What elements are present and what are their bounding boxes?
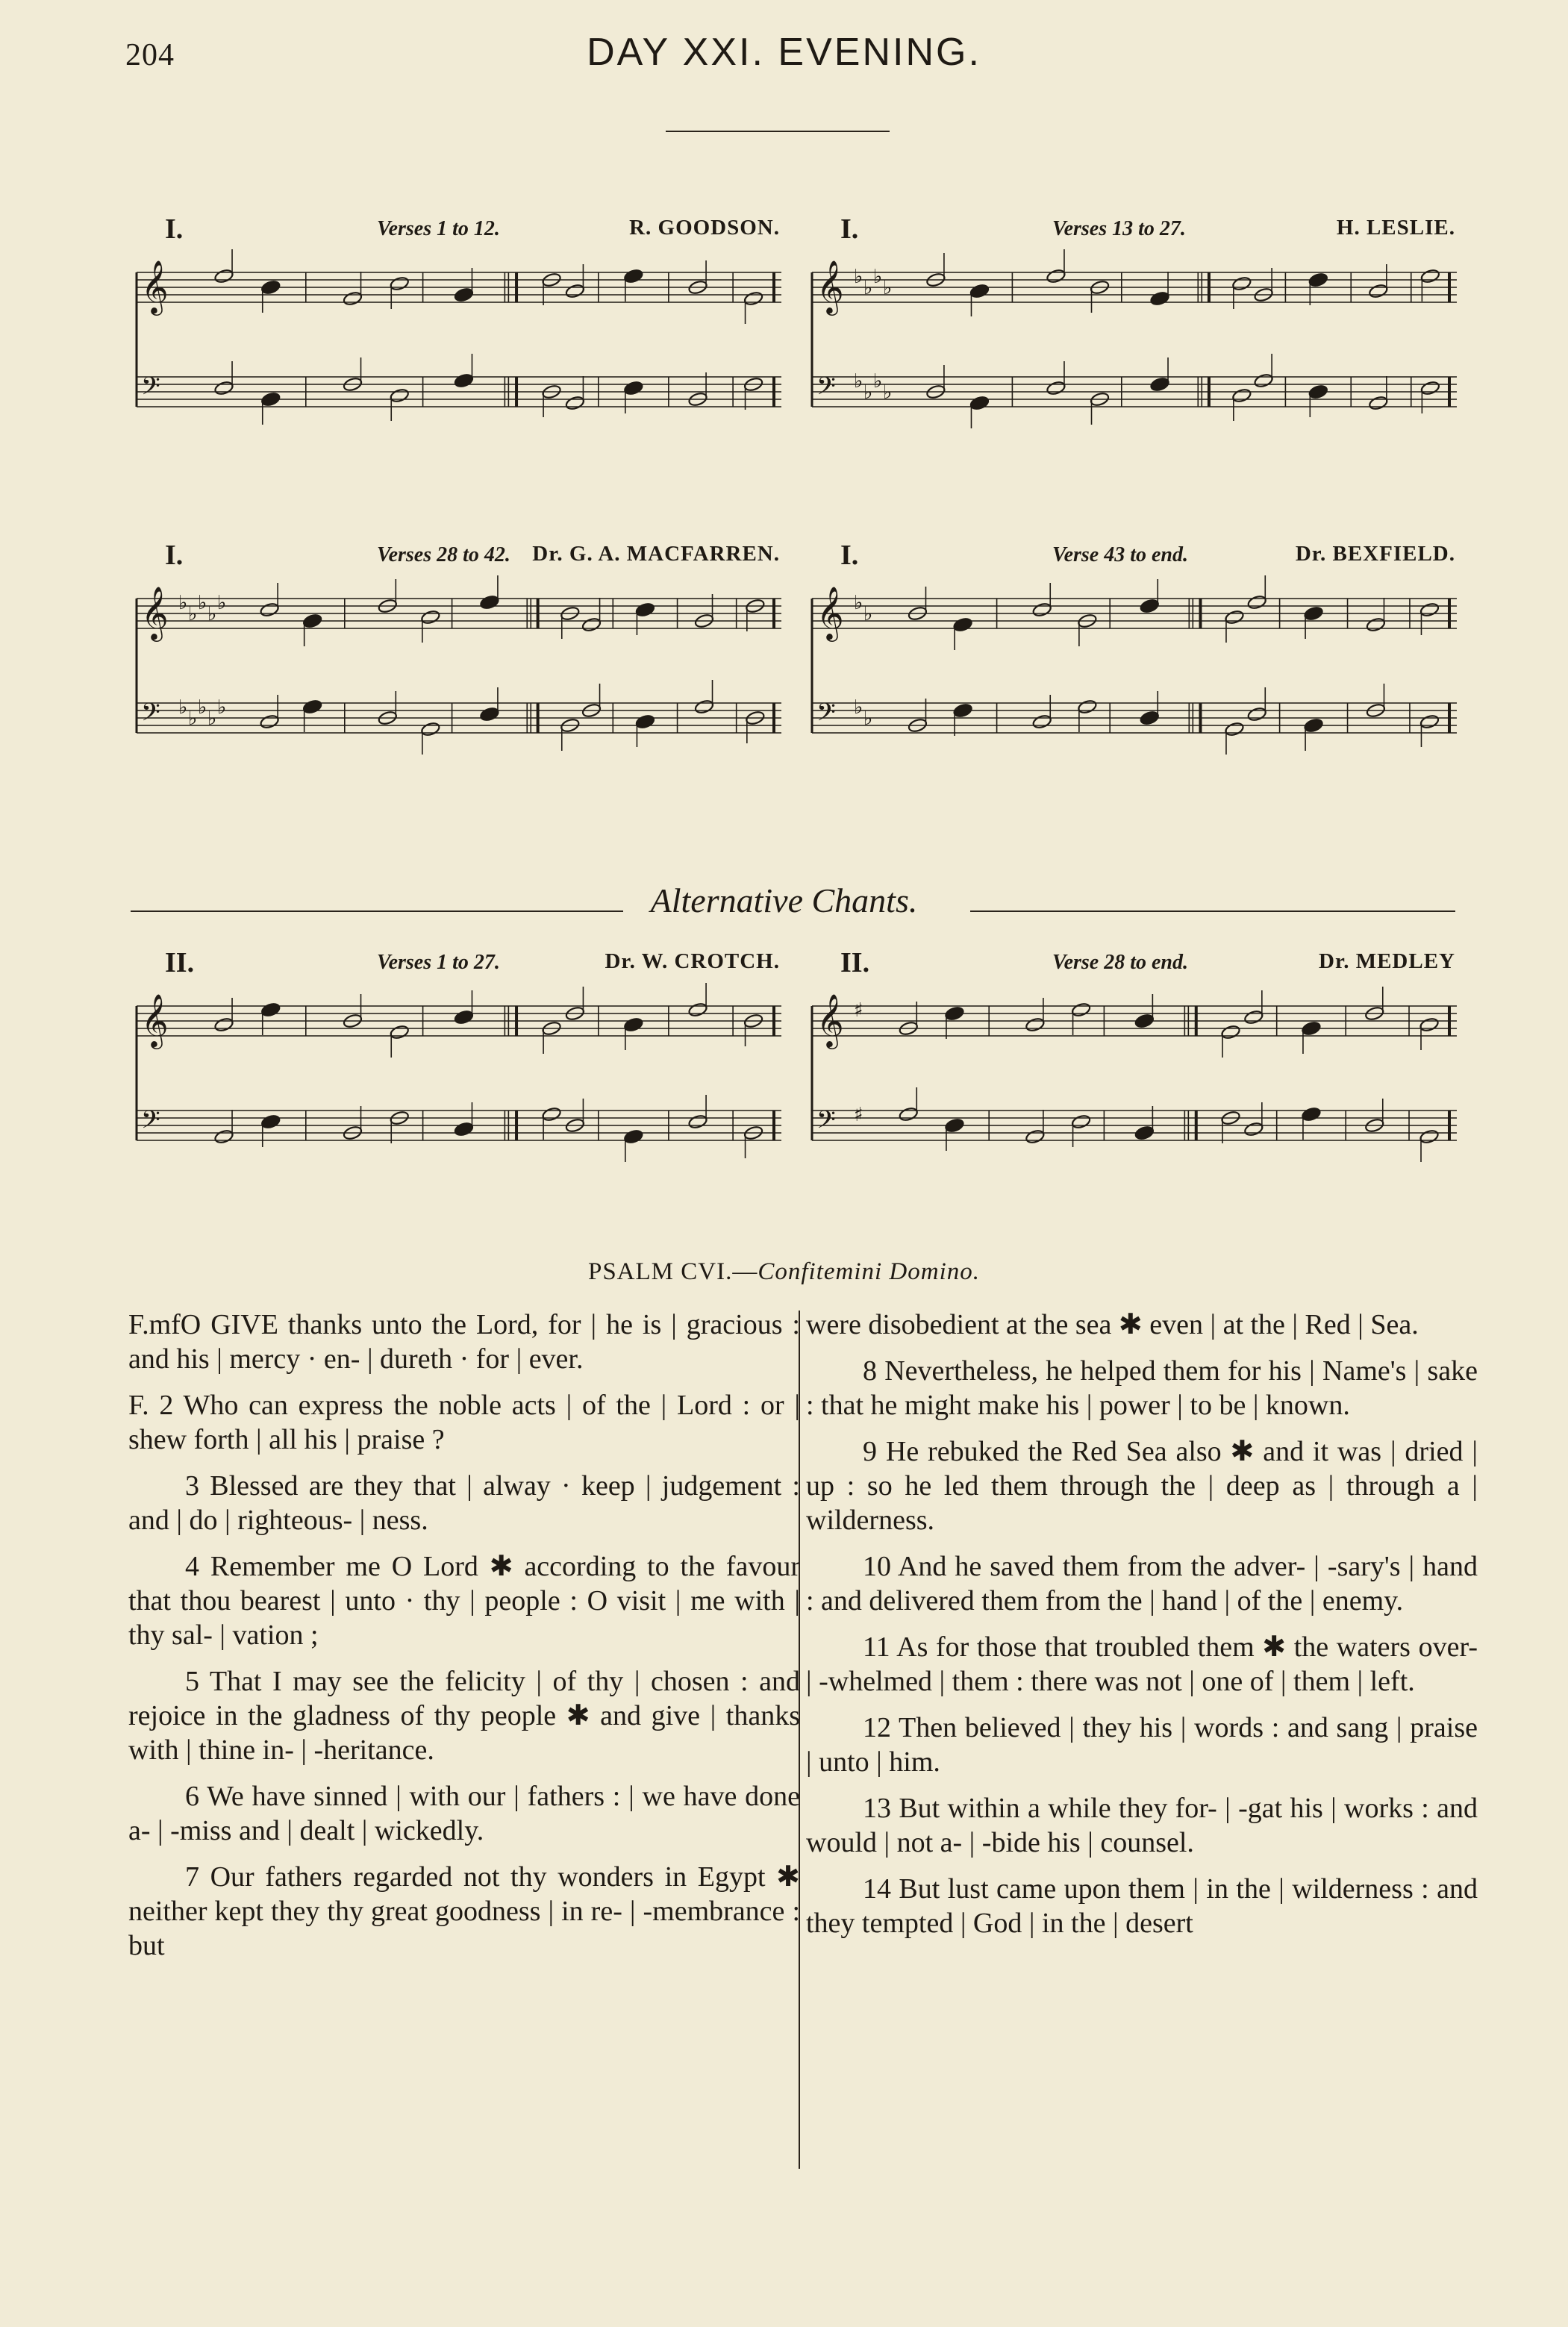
chant-number: II. [840,947,870,978]
psalm-number: PSALM CVI.— [587,1258,758,1285]
svg-text:𝄢: 𝄢 [141,372,160,407]
verse-paragraph: 3 Blessed are they that | alway · keep | judgement : and | do | righteous- | ness. [128,1470,800,1536]
svg-text:𝄞: 𝄞 [816,585,844,640]
svg-text:𝄢: 𝄢 [141,699,160,733]
svg-text:♭: ♭ [873,370,883,393]
svg-text:♭: ♭ [207,708,217,730]
chant-4 [806,539,1463,770]
svg-text:♭: ♭ [854,266,863,288]
chant-composer: R. GOODSON. [629,216,780,240]
verse-paragraph: 4 Remember me O Lord ✱ according to the favour that thou bearest | unto · thy | people : O visit | me with | thy sal- | vation ; [128,1551,800,1651]
column-divider [799,1311,800,2169]
chant-verses: Verses 1 to 27. [377,951,500,974]
music-score [806,569,1463,770]
svg-text:𝄞: 𝄞 [141,993,169,1047]
chant-1 [131,213,787,444]
chant-verses: Verses 28 to 42. [377,543,510,566]
svg-text:♭: ♭ [217,592,227,614]
music-score [806,243,1463,444]
chant-composer: Dr. BEXFIELD. [1295,542,1455,566]
svg-text:𝄢: 𝄢 [816,372,836,407]
chant-verses: Verses 1 to 12. [377,217,500,240]
chant-composer: Dr. W. CROTCH. [605,949,780,973]
svg-text:♭: ♭ [217,696,227,719]
svg-text:𝄞: 𝄞 [816,259,844,313]
chant-verses: Verse 28 to end. [1052,951,1188,974]
chant-number: I. [840,213,859,245]
verse-paragraph: F.mfO GIVE thanks unto the Lord, for | he is | gracious : and his | mercy · en- | dureth · for | ever. [128,1309,800,1375]
music-score [131,243,787,444]
chant-2 [806,213,1463,444]
verse-paragraph: 11 As for those that troubled them ✱ the waters over- | -whelmed | them : there was not | one of | them | left. [806,1631,1478,1697]
page-number: 204 [125,38,175,72]
chant-composer: Dr. G. A. MACFARREN. [532,542,780,566]
psalm-right-column [806,1308,1478,1952]
chant-number: II. [165,947,195,978]
svg-text:♭: ♭ [178,696,188,719]
chant-verses: Verses 13 to 27. [1052,217,1186,240]
svg-text:♭: ♭ [873,266,883,288]
svg-text:♭: ♭ [883,277,893,299]
svg-text:𝄢: 𝄢 [141,1106,160,1140]
verse-paragraph: 10 And he saved them from the adver- | -sary's | hand : and delivered them from the | hand | of the | enemy. [806,1551,1478,1617]
svg-text:♭: ♭ [178,592,188,614]
verse-paragraph: F. 2 Who can express the noble acts | of the | Lord : or | shew forth | all his | praise ? [128,1390,800,1455]
head-rule [666,131,890,132]
svg-text:𝄞: 𝄞 [141,585,169,640]
svg-text:♭: ♭ [198,696,207,719]
psalm-left-column [128,1308,800,1975]
svg-text:𝄢: 𝄢 [816,1106,836,1140]
psalm-title [0,1258,1568,1286]
svg-text:♭: ♭ [198,592,207,614]
svg-text:♭: ♭ [863,277,873,299]
chant-composer: Dr. MEDLEY [1319,949,1455,973]
svg-text:♭: ♭ [854,370,863,393]
chant-composer: H. LESLIE. [1336,216,1455,240]
verse-paragraph: 7 Our fathers regarded not thy wonders in Egypt ✱ neither kept they thy great goodness | in re- | -membrance : but [128,1861,800,1961]
svg-text:♭: ♭ [863,708,873,730]
svg-text:♭: ♭ [188,603,198,625]
alternative-chants-heading: Alternative Chants. [650,881,918,919]
svg-text:♭: ♭ [883,381,893,404]
verse-paragraph: 6 We have sinned | with our | fathers : | we have done a- | -miss and | dealt | wickedly. [128,1781,800,1846]
svg-text:𝄢: 𝄢 [816,699,836,733]
svg-text:𝄞: 𝄞 [141,259,169,313]
svg-text:♭: ♭ [854,592,863,614]
svg-text:𝄞: 𝄞 [816,993,844,1047]
chant-3 [131,539,787,770]
alt-rule-right [970,911,1455,912]
svg-text:♯: ♯ [854,1104,863,1126]
svg-text:♭: ♭ [863,381,873,404]
psalm-subtitle: Confitemini Domino. [758,1258,981,1285]
verse-paragraph: 8 Nevertheless, he helped them for his | Name's | sake : that he might make his | power | to be | known. [806,1355,1478,1421]
verse-paragraph: 13 But within a while they for- | -gat his | works : and would | not a- | -bide his | counsel. [806,1793,1478,1858]
svg-text:♭: ♭ [188,708,198,730]
chant-verses: Verse 43 to end. [1052,543,1188,566]
verse-paragraph: 14 But lust came upon them | in the | wilderness : and they tempted | God | in the | desert [806,1873,1478,1939]
music-score [131,976,787,1178]
svg-text:♭: ♭ [863,603,873,625]
verse-paragraph: 9 He rebuked the Red Sea also ✱ and it was | dried | up : so he led them through the | deep as | through a | wilderness. [806,1436,1478,1536]
chant-number: I. [840,540,859,571]
verse-paragraph: 5 That I may see the felicity | of thy | chosen : and rejoice in the gladness of thy people ✱ and give | thanks with | thine in- | -heritance. [128,1666,800,1766]
music-score [131,569,787,770]
svg-text:♭: ♭ [854,696,863,719]
chant-number: I. [165,213,184,245]
chant-5 [131,946,787,1178]
music-score [806,976,1463,1178]
verse-paragraph: 12 Then believed | they his | words : and sang | praise | unto | him. [806,1712,1478,1778]
chant-6 [806,946,1463,1178]
svg-text:♯: ♯ [854,999,863,1022]
verse-paragraph: were disobedient at the sea ✱ even | at the | Red | Sea. [806,1309,1419,1340]
svg-text:♭: ♭ [207,603,217,625]
running-head: DAY XXI. EVENING. [587,31,981,74]
chant-number: I. [165,540,184,571]
